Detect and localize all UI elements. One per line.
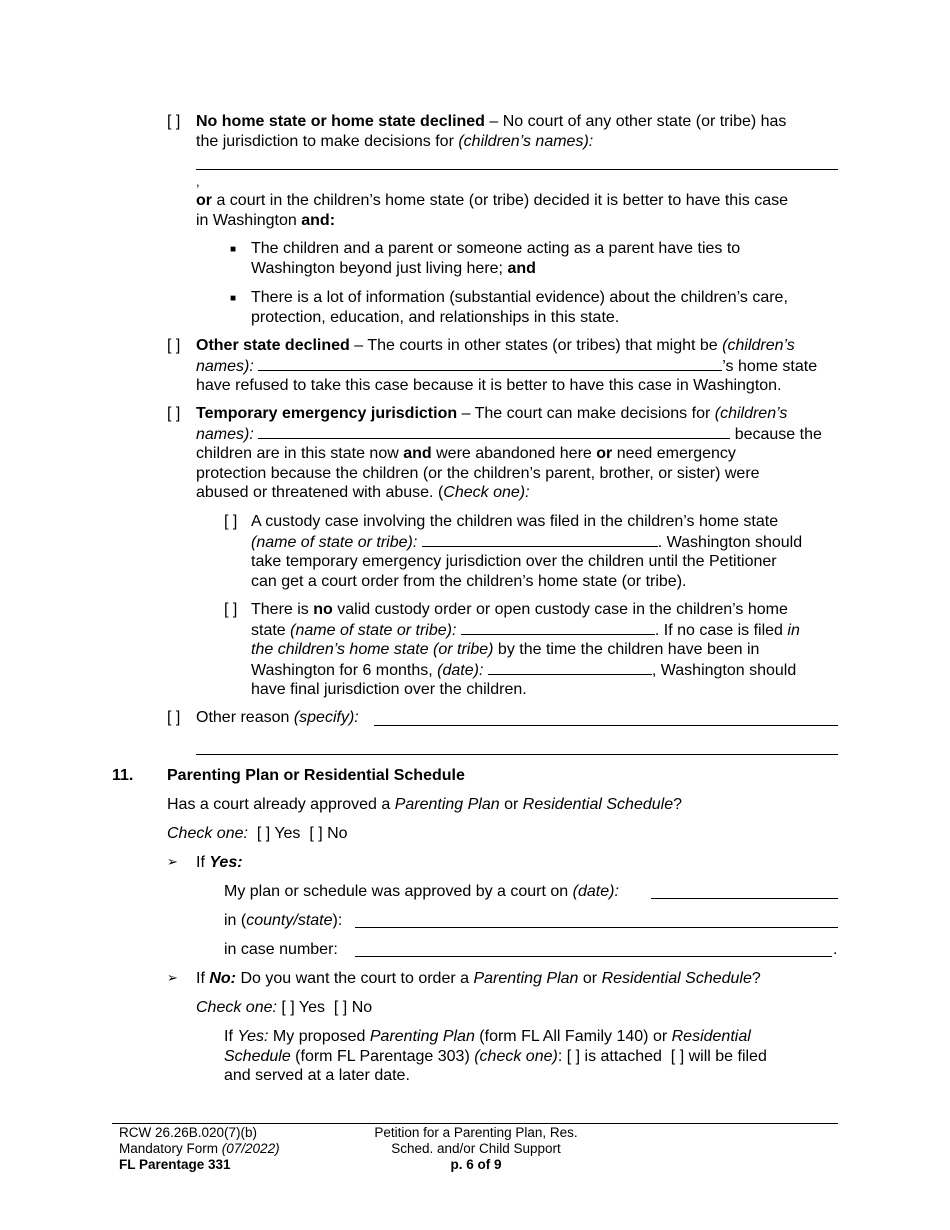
te-and: and [403, 445, 432, 463]
case-number-row [224, 940, 338, 960]
o2-date-field[interactable] [488, 660, 652, 675]
q-or: or [499, 796, 523, 813]
bullet-ties-line2: Washington beyond just living here; [251, 259, 508, 277]
footer-form-id: FL Parentage 331 [119, 1157, 231, 1172]
checkbox-attached[interactable]: [ ] [566, 1047, 581, 1065]
other-reason-field-2[interactable] [196, 754, 838, 755]
o2-line5: have final jurisdiction over the children. [251, 681, 527, 699]
temporary-emergency-block [196, 404, 846, 503]
q-residential-schedule: Residential Schedule [522, 796, 674, 813]
no-home-state-text: – No court of any other state (or tribe) has [484, 113, 787, 130]
te-line3b: were abandoned here [431, 445, 597, 463]
bullet-evidence-line2: protection, education, and relationships in this state. [251, 308, 620, 326]
checkbox-filed-later[interactable]: [ ] [670, 1047, 685, 1065]
p-residential: Residential [671, 1028, 751, 1045]
footer-title-1: Petition for a Parenting Plan, Res. [374, 1125, 578, 1140]
other-state-names-field[interactable] [258, 356, 722, 371]
check-one-row-2 [196, 998, 372, 1018]
case-number-label: in case number: [224, 941, 338, 958]
check-one-row-1 [167, 824, 348, 844]
case-number-period: . [833, 941, 838, 958]
footer-mandatory: Mandatory Form [119, 1141, 222, 1156]
p-schedule: Schedule [224, 1047, 291, 1065]
if-no-heading [196, 969, 761, 989]
p-my-proposed: My proposed [268, 1028, 370, 1045]
county-state-field[interactable] [355, 927, 838, 928]
temporary-emergency-text: – The court can make decisions for [457, 405, 715, 422]
section-number: 11. [112, 767, 134, 784]
other-state-text: – The courts in other states (or tribes) that might be [349, 337, 723, 354]
proposed-plan-block [224, 1027, 824, 1086]
if-text: If [196, 854, 210, 871]
names-label: names): [196, 357, 254, 375]
no-q-parenting-plan: Parenting Plan [473, 970, 579, 987]
checkbox-approved-no[interactable]: [ ] [309, 825, 323, 842]
no-q-or: or [578, 970, 602, 987]
temporary-emergency-title: Temporary emergency jurisdiction [196, 405, 458, 422]
q-text: Has a court already approved a [167, 796, 395, 813]
because-text: because the [730, 425, 822, 443]
section-title: Parenting Plan or Residential Schedule [167, 767, 465, 784]
checkbox-approved-yes[interactable]: [ ] [256, 825, 271, 842]
o1-state-field[interactable] [422, 532, 658, 547]
if-yes-heading [196, 853, 243, 873]
o1-line1: A custody case involving the children was filed in the children’s home state [251, 513, 779, 530]
approved-date-row [224, 882, 619, 902]
no-q-residential-schedule: Residential Schedule [601, 970, 752, 987]
te-line3a: children are in this state now [196, 445, 404, 463]
o2-state: state [251, 621, 291, 639]
or-rest: a court in the children’s home state (or tribe) decided it is better to have this case [212, 192, 788, 209]
arrow-bullet-icon: ➢ [167, 971, 178, 986]
other-reason-field-1[interactable] [374, 725, 838, 726]
o2-washington-should: , Washington should [651, 661, 797, 679]
p-form-303: (form FL Parentage 303) [290, 1047, 475, 1065]
childrens-names-label: (children’s names): [458, 132, 594, 150]
p-filed: will be filed [688, 1047, 767, 1065]
no-q-end: ? [751, 970, 761, 987]
p-attached: is attached [584, 1047, 662, 1065]
o2-no: no [313, 601, 333, 618]
o1-state-label: (name of state or tribe): [251, 533, 418, 551]
o2-if-no-case: . If no case is filed [654, 621, 788, 639]
or-court-text [196, 191, 846, 230]
specify-label: (specify): [293, 709, 359, 726]
no-label-bold: No: [209, 970, 236, 987]
no-question: Do you want the court to order a [236, 970, 474, 987]
county-state-row [224, 911, 342, 931]
approved-date-label: (date): [572, 883, 619, 900]
o2-date-label: (date): [437, 661, 484, 679]
footer-title-2: Sched. and/or Child Support [391, 1141, 561, 1156]
checkbox-temporary-emergency[interactable]: [ ] [167, 405, 181, 422]
no-home-state-text-2: the jurisdiction to make decisions for [196, 132, 459, 150]
footer-left [119, 1125, 280, 1173]
p-line3: and served at a later date. [224, 1067, 410, 1085]
no-home-state-block [196, 112, 846, 151]
o2-line3b: by the time the children have been in [493, 641, 760, 659]
checkbox-no-home-state[interactable]: [ ] [167, 113, 181, 130]
approved-text: My plan or schedule was approved by a court on [224, 883, 573, 900]
comma: , [196, 174, 200, 189]
bullet-ties [251, 239, 831, 278]
p-check-one: (check one) [474, 1047, 558, 1065]
te-check-one: Check one): [443, 484, 530, 502]
o2-state-field[interactable] [461, 620, 655, 635]
case-number-field[interactable] [355, 956, 832, 957]
checkbox-no-valid-custody[interactable]: [ ] [224, 601, 238, 618]
yes-label-bold: Yes: [209, 854, 243, 871]
childrens-label: (children’s [714, 405, 788, 422]
o2-line4a: Washington for 6 months, [251, 661, 438, 679]
p-form-140: (form FL All Family 140) or [474, 1028, 672, 1045]
p-yes: Yes: [237, 1028, 269, 1045]
other-state-line3: have refused to take this case because it is better to have this case in Washington. [196, 377, 782, 395]
checkbox-other-state-declined[interactable]: [ ] [167, 337, 181, 354]
checkbox-other-reason[interactable]: [ ] [167, 709, 181, 726]
bullet-icon: ■ [230, 293, 237, 304]
o1-washington-should: . Washington should [657, 533, 803, 551]
check-one-label: Check one: [167, 825, 248, 842]
o1-line3: take temporary emergency jurisdiction over the children until the Petitioner [251, 553, 777, 571]
te-line3c: need emergency [612, 445, 736, 463]
county-state-label: county/state [246, 912, 333, 929]
te-line5a: abused or threatened with abuse. ( [196, 484, 444, 502]
other-state-title: Other state declined [196, 337, 350, 354]
bullet-ties-and: and [507, 259, 536, 277]
te-line4: protection because the children (or the children’s parent, brother, or sister) were [196, 464, 760, 482]
in-close: ): [332, 912, 343, 929]
in-washington: in Washington [196, 211, 302, 229]
no-label: No [351, 999, 373, 1016]
checkbox-order-no[interactable]: [ ] [333, 999, 348, 1016]
footer-page: p. 6 of 9 [450, 1157, 502, 1172]
p-colon: : [557, 1047, 563, 1065]
temporary-names-field[interactable] [258, 424, 730, 439]
bullet-evidence-line1: There is a lot of information (substantial evidence) about the children’s care, [251, 289, 788, 306]
o1-line4: can get a court order from the children’s home state (or tribe). [251, 572, 687, 590]
yes-label: Yes [274, 825, 301, 842]
yes-label: Yes [298, 999, 325, 1016]
o2-home-state: the children’s home state (or tribe) [251, 641, 494, 659]
q-parenting-plan: Parenting Plan [394, 796, 500, 813]
p-if: If [224, 1028, 238, 1045]
no-home-state-title: No home state or home state declined [196, 113, 485, 130]
o2-state-label: (name of state or tribe): [290, 621, 457, 639]
check-one-label: Check one: [196, 999, 277, 1016]
bullet-ties-line1: The children and a parent or someone acting as a parent have ties to [251, 240, 741, 257]
if-text: If [196, 970, 210, 987]
custody-case-filed-block [251, 512, 841, 591]
o2-line1b: valid custody order or open custody case in the children’s home [332, 601, 788, 618]
bullet-icon: ■ [230, 244, 237, 255]
q-end: ? [673, 796, 683, 813]
or-word: or [196, 192, 212, 209]
p-parenting-plan: Parenting Plan [369, 1028, 475, 1045]
no-label: No [327, 825, 348, 842]
in-text: in ( [224, 912, 247, 929]
childrens-names-field-1[interactable] [196, 169, 838, 170]
other-state-block [196, 336, 846, 396]
and-colon: and: [301, 211, 336, 229]
te-or: or [596, 445, 613, 463]
no-valid-custody-block [251, 600, 841, 700]
checkbox-custody-case-filed[interactable]: [ ] [224, 513, 238, 530]
footer-date: (07/2022) [221, 1141, 280, 1156]
bullet-evidence [251, 288, 831, 327]
home-state-text: ’s home state [722, 357, 818, 375]
childrens-label: (children’s [722, 337, 795, 354]
approved-date-field[interactable] [651, 898, 838, 899]
footer-divider [112, 1123, 838, 1124]
o2-line1a: There is [251, 601, 314, 618]
checkbox-order-yes[interactable]: [ ] [281, 999, 295, 1016]
arrow-bullet-icon: ➢ [167, 855, 178, 870]
court-approved-question [167, 795, 682, 815]
o2-in: in [787, 621, 800, 639]
other-reason-label: Other reason [196, 709, 294, 726]
footer-center [356, 1125, 596, 1173]
names-label: names): [196, 425, 254, 443]
footer-rcw: RCW 26.26B.020(7)(b) [119, 1125, 258, 1140]
